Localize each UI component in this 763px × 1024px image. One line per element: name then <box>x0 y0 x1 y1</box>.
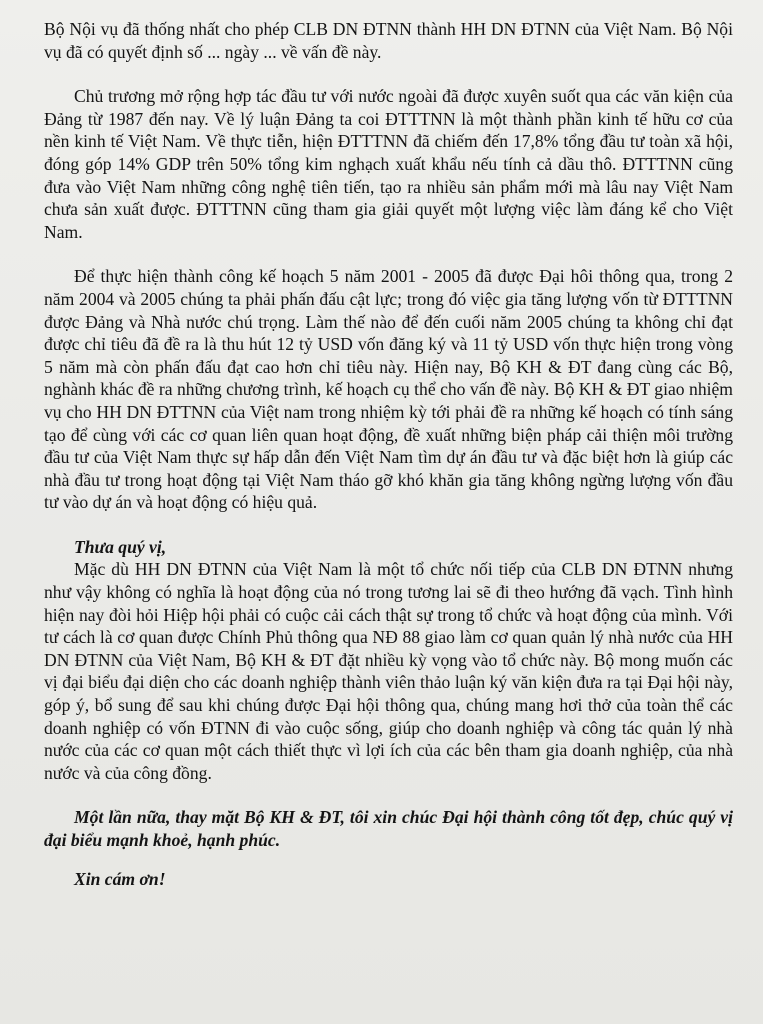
salutation: Thưa quý vị, <box>74 536 167 557</box>
paragraph-gap <box>44 243 733 265</box>
paragraph-gap <box>44 514 733 536</box>
paragraph-five-year-plan: Để thực hiện thành công kế hoạch 5 năm 2001 - 2005 đã được Đại hôi thông qua, trong 2 năm 2004 và 2005 chúng ta phải phấn đấu cật lực; trong đó việc gia tăng lượng vốn từ ĐTTTNN được Đảng và Nhà nước chú trọng. Làm thế nào để đến cuối năm 2005 chúng ta không chỉ đạt được chỉ tiêu đã đề ra là thu hút 12 tỷ USD vốn đăng ký và 11 tỷ USD vốn thực hiện trong vòng 5 năm mà còn phấn đấu đạt cao hơn chỉ tiêu này. Hiện nay, Bộ KH & ĐT đang cùng các Bộ, nghành khác đề ra những chương trình, kế hoạch cụ thể cho vấn đề này. Bộ KH & ĐT giao nhiệm vụ cho HH DN ĐTTNN của Việt nam trong nhiệm kỳ tới phải đề ra những kế hoạch có tính sáng tạo để cùng với các cơ quan liên quan hoạt động, đề xuất những biện pháp cải thiện môi trường đầu tư của Việt Nam thực sự hấp dẫn đến Việt Nam tìm dự án đầu tư và đặc biệt hơn là giúp các nhà đầu tư trong hoạt động tại Việt Nam tháo gỡ khó khăn gia tăng không ngừng lượng vốn đầu tư vào dự án và hoạt động có hiệu quả. <box>44 266 733 513</box>
paragraph-gap <box>44 852 733 868</box>
paragraph-ministry-approval: Bộ Nội vụ đã thống nhất cho phép CLB DN ĐTNN thành HH DN ĐTNN của Việt Nam. Bộ Nội vụ đã có quyết định số ... ngày ... về vấn đề này. <box>44 19 733 62</box>
paragraph-fdi-policy: Chủ trương mở rộng hợp tác đầu tư với nước ngoài đã được xuyên suốt qua các văn kiện của Đảng từ 1987 đến nay. Về lý luận Đảng ta coi ĐTTTNN là một thành phần kinh tế hữu cơ của nền kinh tế Việt Nam. Về thực tiễn, hiện ĐTTTNN đã chiếm đến 17,8% tổng đầu tư toàn xã hội, đóng góp 14% GDP trên 50% tổng kim nghạch xuất khẩu nếu tính cả dầu thô. ĐTTTNN cũng đưa vào Việt Nam những công nghệ tiên tiến, tạo ra nhiều sản phẩm mới mà lâu nay Việt Nam chưa sản xuất được. ĐTTTNN cũng tham gia giải quyết một lượng việc làm đáng kể cho Việt Nam. <box>44 86 733 242</box>
closing-wishes: Một lần nữa, thay mặt Bộ KH & ĐT, tôi xin chúc Đại hội thành công tốt đẹp, chúc quý vị đại biểu mạnh khoẻ, hạnh phúc. <box>44 807 733 850</box>
closing-thanks: Xin cám ơn! <box>74 868 166 889</box>
paragraph-association-reform: Mặc dù HH DN ĐTNN của Việt Nam là một tổ chức nối tiếp của CLB DN ĐTNN nhưng như vậy không có nghĩa là hoạt động của nó trong tương lai sẽ đi theo hướng đã vạch. Tình hình hiện nay đòi hỏi Hiệp hội phải có cuộc cải cách thật sự trong tổ chức và hoạt động của mình. Với tư cách là cơ quan được Chính Phủ thông qua NĐ 88 giao làm cơ quan quản lý nhà nước của HH DN ĐTNN của Việt Nam, Bộ KH & ĐT đặt nhiều kỳ vọng vào tổ chức này. Bộ mong muốn các vị đại biểu đại diện cho các doanh nghiệp thành viên thảo luận ký văn kiện đưa ra tại Đại hội này, góp ý, bổ sung để sau khi chúng được Đại hội thông qua, chúng mang hơi thở của toàn thể các doanh nghiệp có vốn ĐTNN đi vào cuộc sống, giúp cho doanh nghiệp và công tác quản lý nhà nước của các cơ quan một cách thiết thực vì lợi ích của các bên tham gia doanh nghiệp, của nhà nước và của công đồng. <box>44 559 733 783</box>
paragraph-gap <box>44 784 733 806</box>
paragraph-gap <box>44 63 733 85</box>
